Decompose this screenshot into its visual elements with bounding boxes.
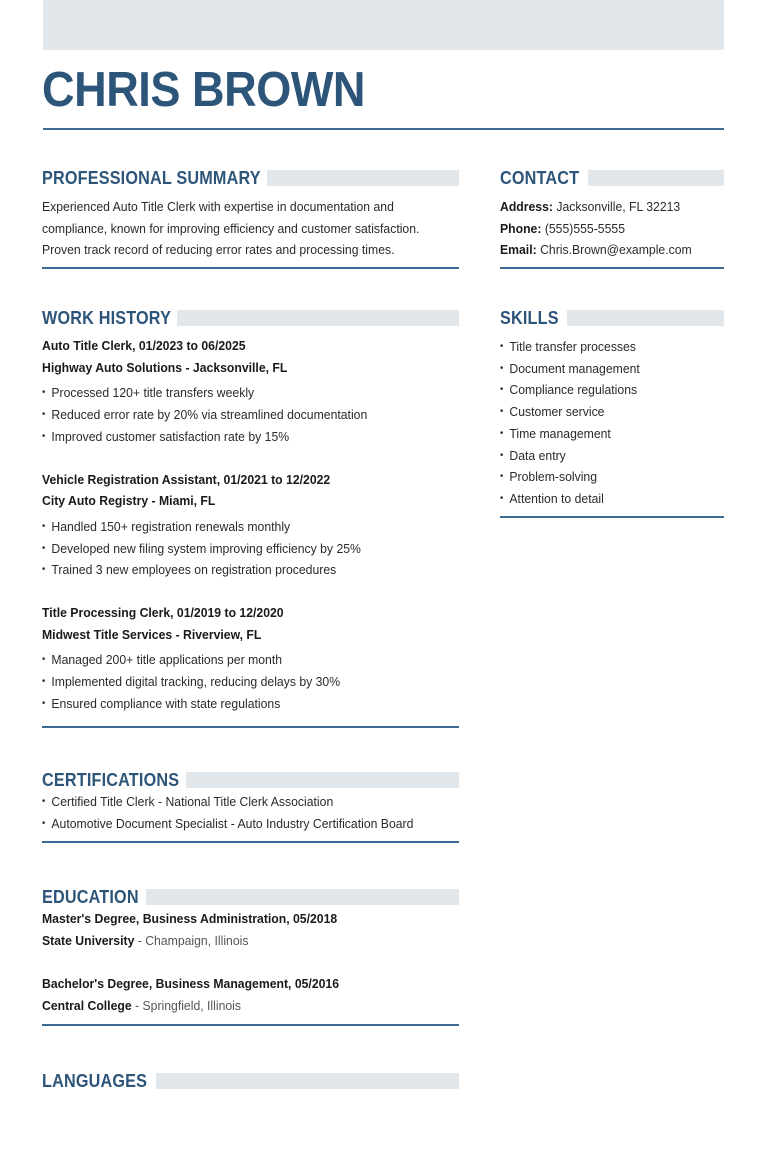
job-bullet: • Handled 150+ registration renewals monthly [42,516,434,538]
certification-item: • Certified Title Clerk - National Title Clerk Association [42,791,434,813]
contact-email [500,239,711,261]
section-title: SKILLS [500,308,559,328]
skill-item: • Data entry [500,445,711,467]
section-title: WORK HISTORY [42,308,172,328]
skills-heading [500,308,724,328]
job-entry [42,469,459,582]
contact-phone [500,218,711,240]
job-role: Auto Title Clerk, 01/2023 to 06/2025 [42,338,246,353]
skill-item: • Document management [500,358,711,380]
certification-item: • Automotive Document Specialist - Auto Industry Certification Board [42,813,434,835]
section-divider [500,516,724,518]
summary-line: compliance, known for improving efficiency and customer satisfaction. [42,220,420,236]
job-bullet: • Developed new filing system improving efficiency by 25% [42,538,434,560]
section-title-bar [186,772,459,788]
skill-item: • Attention to detail [500,488,711,510]
education-school: Central College [42,998,132,1014]
job-bullet: • Trained 3 new employees on registration procedures [42,559,434,581]
education-heading [42,887,459,907]
skill-item: • Compliance regulations [500,379,711,401]
education-section [42,887,459,1026]
section-title: CONTACT [500,168,580,188]
summary-line: Proven track record of reducing error rates and processing times. [42,242,395,258]
skill-item: • Title transfer processes [500,336,711,358]
contact-address [500,196,711,218]
section-divider [42,267,459,269]
work-history-heading [42,308,459,328]
certifications-section [42,770,459,843]
work-history-section [42,308,459,728]
job-bullet: • Processed 120+ title transfers weekly [42,382,434,404]
job-entry [42,335,459,448]
education-entry [42,973,459,1016]
job-company: Midwest Title Services - Riverview, FL [42,626,262,642]
job-role: Title Processing Clerk, 01/2019 to 12/2020 [42,605,284,621]
section-divider [42,841,459,843]
education-degree: Bachelor's Degree, Business Management, 05/2016 [42,976,340,992]
education-degree: Master's Degree, Business Administration, 05/2018 [42,911,338,926]
summary-section [42,168,459,269]
section-title-bar [156,1073,459,1089]
section-title-bar [588,170,724,186]
header-divider [43,128,724,130]
job-entry [42,602,459,715]
section-title: PROFESSIONAL SUMMARY [42,168,261,188]
job-bullet: • Improved customer satisfaction rate by 15% [42,426,434,448]
candidate-name: CHRIS BROWN [42,63,366,117]
section-divider [42,1024,459,1026]
certifications-heading [42,770,459,790]
section-title-bar [267,170,459,186]
job-role: Vehicle Registration Assistant, 01/2021 to 12/2022 [42,471,331,487]
job-bullet: • Ensured compliance with state regulations [42,693,434,715]
email-value: Chris.Brown@example.com [536,242,692,258]
job-bullet: • Managed 200+ title applications per month [42,649,434,671]
education-location: - Springfield, Illinois [131,998,241,1014]
job-bullet: • Implemented digital tracking, reducing delays by 30% [42,671,434,693]
phone-label: Phone: [500,220,542,236]
contact-heading [500,168,724,188]
languages-heading [42,1071,459,1091]
skills-section [500,308,724,518]
job-company: Highway Auto Solutions - Jacksonville, FL [42,359,288,375]
contact-section [500,168,724,269]
job-company: City Auto Registry - Miami, FL [42,493,216,509]
job-bullet: • Reduced error rate by 20% via streamlined documentation [42,404,434,426]
phone-value: (555)555-5555 [541,220,625,236]
skill-item: • Time management [500,423,711,445]
education-school: State University [42,932,135,948]
section-divider [42,726,459,728]
education-entry [42,908,459,951]
section-title: CERTIFICATIONS [42,770,180,790]
skill-item: • Problem-solving [500,466,711,488]
section-title-bar [146,889,459,905]
section-title-bar [567,310,724,326]
address-label: Address: [500,199,553,214]
section-title-bar [177,310,459,326]
email-label: Email: [500,242,537,258]
languages-section [42,1071,459,1091]
summary-heading [42,168,459,188]
header-band [43,0,724,50]
section-title: EDUCATION [42,887,139,907]
education-location: - Champaign, Illinois [134,932,249,948]
section-title: LANGUAGES [42,1071,148,1091]
summary-line: Experienced Auto Title Clerk with expertise in documentation and [42,199,394,214]
address-value: Jacksonville, FL 32213 [552,199,681,214]
section-divider [500,267,724,269]
skill-item: • Customer service [500,401,711,423]
